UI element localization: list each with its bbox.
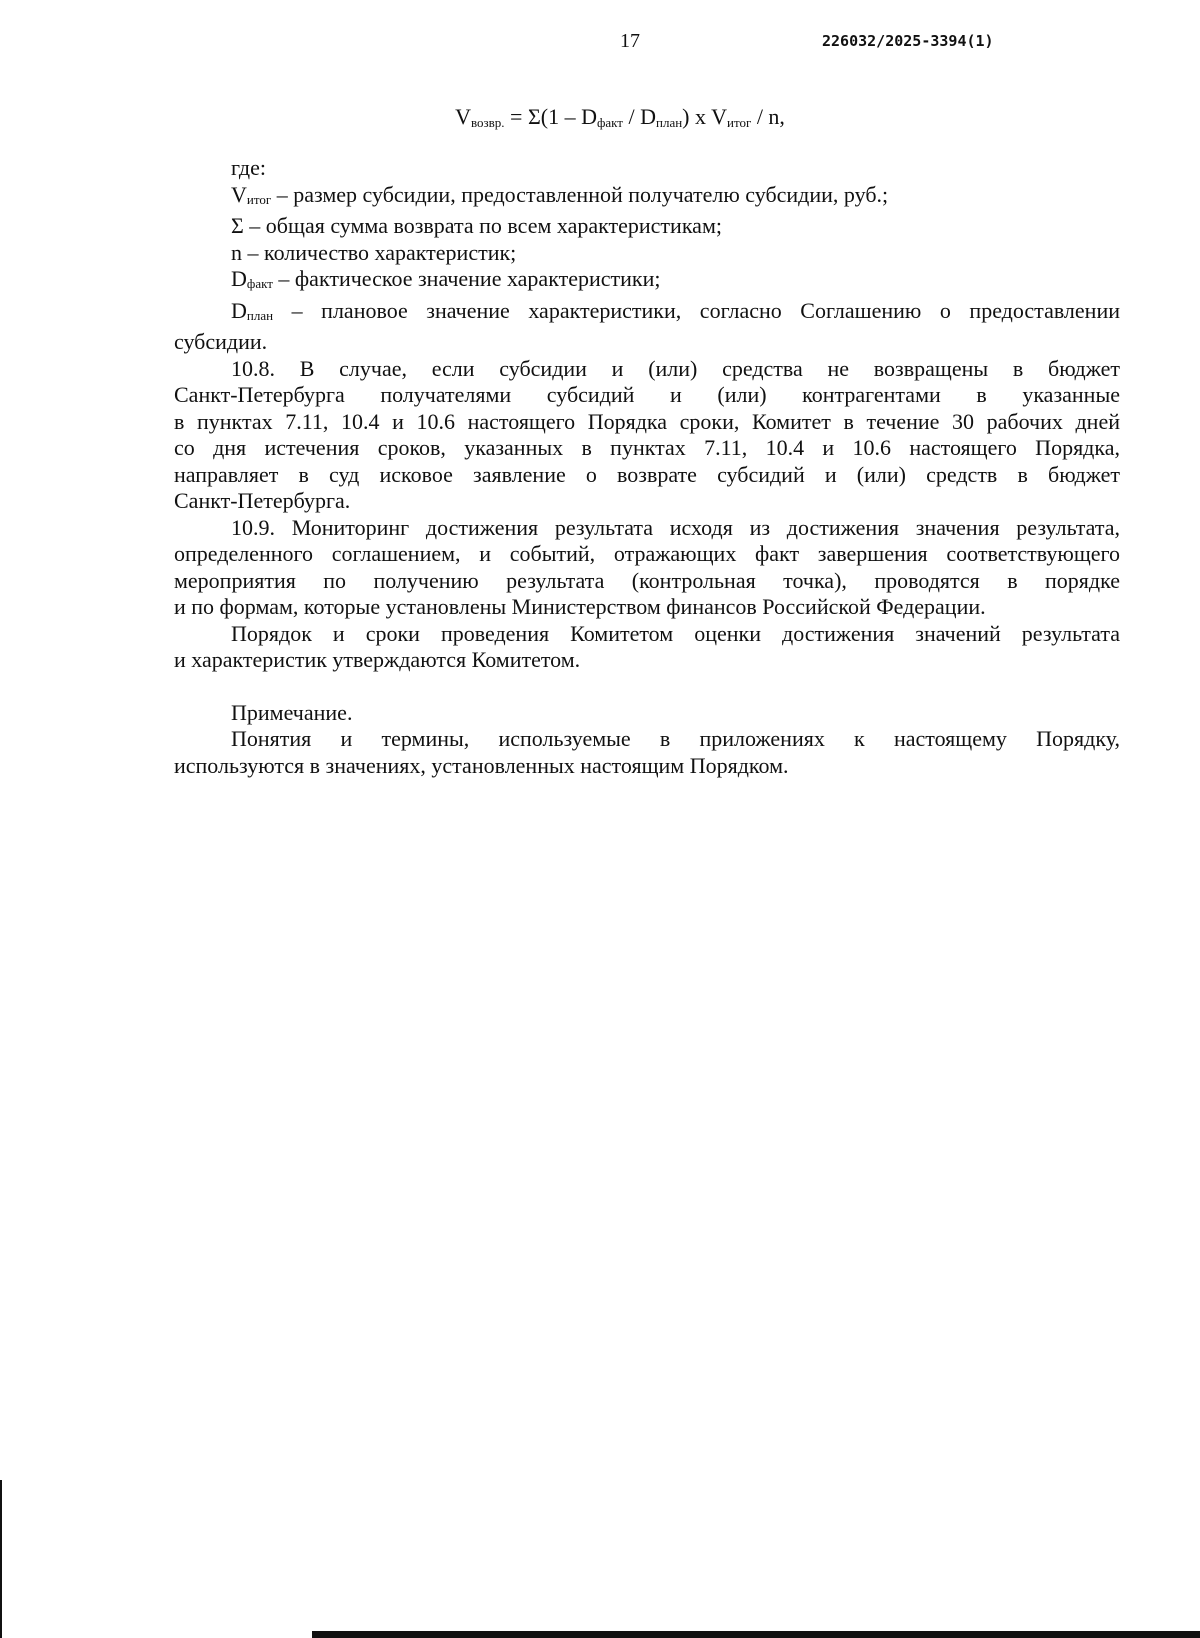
definition-d-plan-continuation: субсидии. [174, 329, 268, 354]
definition-sigma: Σ – общая сумма возврата по всем характеристикам; [231, 213, 722, 238]
paragraph-gap [174, 674, 1120, 700]
formula-d-fact-subscript: факт [596, 115, 623, 130]
formula-v-subscript: возвр. [470, 115, 505, 130]
paragraph-10-8-line-3: в пунктах 7.11, 10.4 и 10.6 настоящего Порядка сроки, Комитет в течение 30 рабочих дней [174, 408, 1120, 434]
d-plan-text: – плановое значение характеристики, согласно Соглашению о предоставлении [273, 297, 1120, 323]
paragraph-10-9-line-4: и по формам, которые установлены Министерством финансов Российской Федерации. [174, 594, 986, 619]
note-line-1: Понятия и термины, используемые в приложениях к настоящему Порядку, [231, 726, 1120, 751]
formula-slash: / D [623, 104, 656, 129]
paragraph-10-8-line-2: Санкт-Петербурга получателями субсидий и (или) контрагентами в указанные [174, 382, 1120, 407]
d-plan-subscript: план [246, 307, 274, 323]
paragraph-10-9-line-2: определенного соглашением, и событий, отражающих факт завершения соответствующего [174, 541, 1120, 566]
definition-v-itog [174, 182, 1120, 214]
v-itog-subscript: итог [246, 191, 272, 207]
paragraph-10-9-line-3: мероприятия по получению результата (контрольная точка), проводятся в порядке [174, 567, 1120, 593]
paragraph-10-8-line-1: 10.8. В случае, если субсидии и (или) средства не возвращены в бюджет [231, 355, 1120, 381]
document-id: 226032/2025-3394(1) [822, 32, 994, 50]
paragraph-order-line-2: и характеристик утверждаются Комитетом. [174, 647, 581, 672]
page-number: 17 [620, 30, 640, 52]
definition-d-plan [174, 298, 1120, 330]
paragraph-order-line-1: Порядок и сроки проведения Комитетом оценки достижения значений результата [231, 620, 1120, 646]
formula [0, 104, 1200, 131]
formula-times-v: ) x V [682, 104, 727, 129]
formula-d-plan-subscript: план [656, 115, 683, 130]
note-heading: Примечание. [231, 699, 353, 725]
formula-sum-part: = Σ(1 – D [504, 104, 597, 129]
v-itog-symbol: V [231, 181, 247, 207]
d-fact-subscript: факт [246, 276, 273, 291]
paragraph-10-8-line-5: направляет в суд исковое заявление о возврате субсидий и (или) средств в бюджет [174, 461, 1120, 487]
definition-n: n – количество характеристик; [231, 239, 517, 265]
formula-v: V [455, 104, 471, 129]
d-plan-symbol: D [231, 297, 247, 323]
paragraph-10-8-line-6: Санкт-Петербурга. [174, 488, 351, 513]
document-body [174, 155, 1120, 779]
paragraph-10-9-line-1: 10.9. Мониторинг достижения результата исходя из достижения значения результата, [231, 514, 1120, 540]
note-line-2: используются в значениях, установленных настоящим Порядком. [174, 752, 789, 778]
where-label: где: [231, 155, 266, 180]
d-fact-symbol: D [231, 266, 247, 291]
formula-v-itog-subscript: итог [727, 115, 752, 130]
formula-tail: / n, [751, 104, 785, 129]
v-itog-text: – размер субсидии, предоставленной получателю субсидии, руб.; [271, 181, 889, 207]
scan-edge-bottom [312, 1631, 1200, 1638]
definition-d-fact [174, 266, 1120, 298]
paragraph-10-8-line-4: со дня истечения сроков, указанных в пунктах 7.11, 10.4 и 10.6 настоящего Порядка, [174, 435, 1120, 460]
d-fact-text: – фактическое значение характеристики; [272, 266, 661, 291]
scan-edge-left [0, 1480, 2, 1638]
